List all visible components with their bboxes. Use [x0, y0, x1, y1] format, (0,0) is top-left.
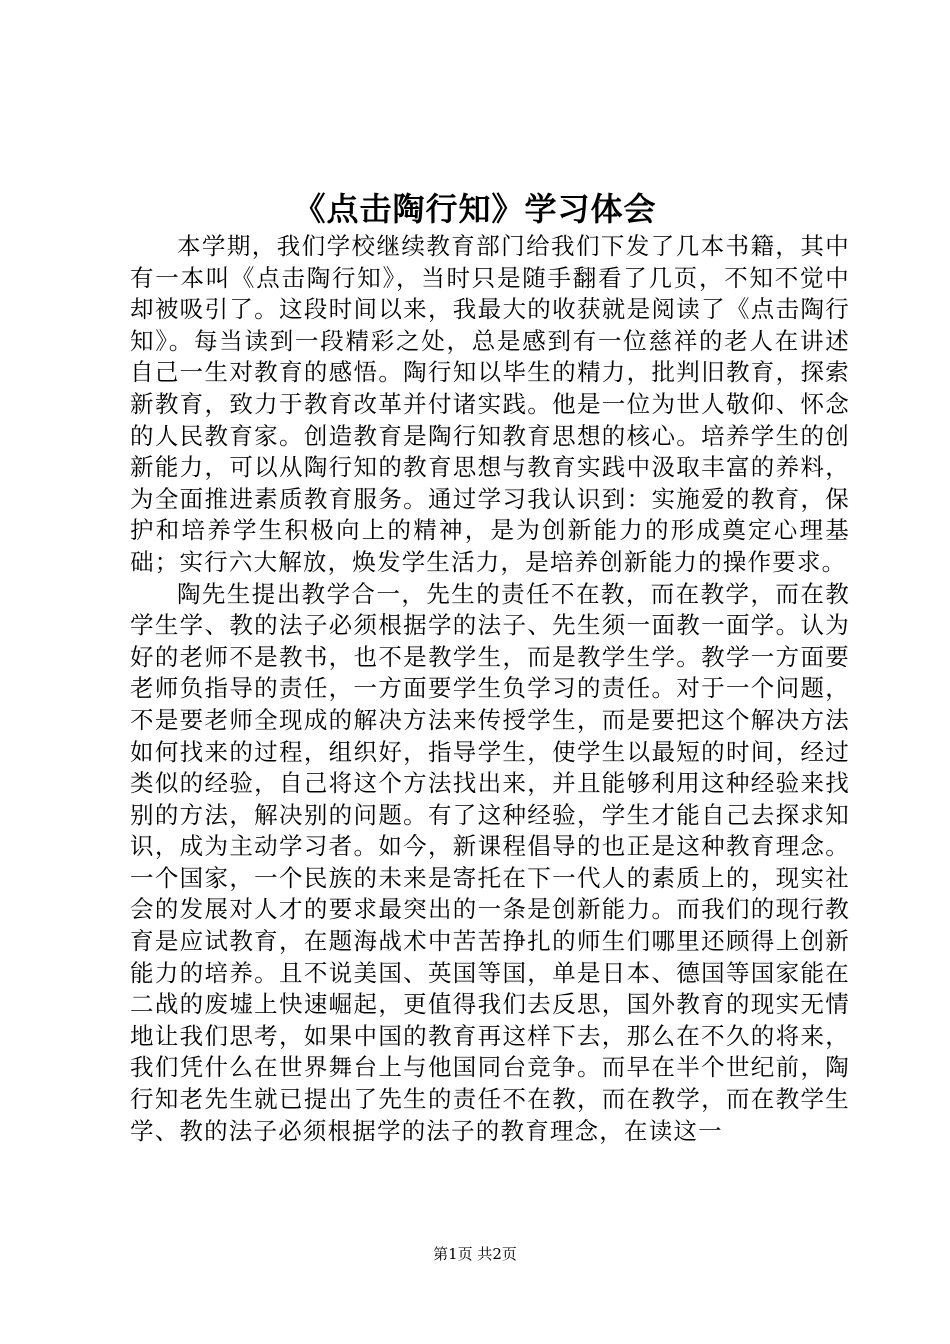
document-body: [130, 231, 850, 1147]
paragraph-2: 陶先生提出教学合一，先生的责任不在教，而在教学，而在教学生学、教的法子必须根据学的法子、先生须一面教一面学。认为好的老师不是教书，也不是教学生，而是教学生学。教学一方面要老师负指导的责任，一方面要学生负学习的责任。对于一个问题，不是要老师全现成的解决方法来传授学生，而是要把这个解决方法如何找来的过程，组织好，指导学生，使学生以最短的时间，经过类似的经验，自己将这个方法找出来，并且能够利用这种经验来找别的方法，解决别的问题。有了这种经验，学生才能自己去探求知识，成为主动学习者。如今，新课程倡导的也正是这种教育理念。一个国家，一个民族的未来是寄托在下一代人的素质上的，现实社会的发展对人才的要求最突出的一条是创新能力。而我们的现行教育是应试教育，在题海战术中苦苦挣扎的师生们哪里还顾得上创新能力的培养。且不说美国、英国等国，单是日本、德国等国家能在二战的废墟上快速崛起，更值得我们去反思，国外教育的现实无情地让我们思考，如果中国的教育再这样下去，那么在不久的将来，我们凭什么在世界舞台上与他国同台竞争。而早在半个世纪前，陶行知老先生就已提出了先生的责任不在教，而在教学，而在教学生学、教的法子必须根据学的法子的教育理念，在读这一: [130, 579, 850, 1145]
page-number-footer: 第1页 共2页: [433, 1245, 517, 1263]
paragraph-1: 本学期，我们学校继续教育部门给我们下发了几本书籍，其中有一本叫《点击陶行知》，当时只是随手翻看了几页，不知不觉中却被吸引了。这段时间以来，我最大的收获就是阅读了《点击陶行知》。每当读到一段精彩之处，总是感到有一位慈祥的老人在讲述自己一生对教育的感悟。陶行知以毕生的精力，批判旧教育，探索新教育，致力于教育改革并付诸实践。他是一位为世人敬仰、怀念的人民教育家。创造教育是陶行知教育思想的核心。培养学生的创新能力，可以从陶行知的教育思想与教育实践中汲取丰富的养料，为全面推进素质教育服务。通过学习我认识到：实施爱的教育，保护和培养学生积极向上的精神，是为创新能力的形成奠定心理基础；实行六大解放，焕发学生活力，是培养创新能力的操作要求。: [130, 232, 850, 576]
document-title: 《点击陶行知》学习体会: [293, 190, 657, 228]
